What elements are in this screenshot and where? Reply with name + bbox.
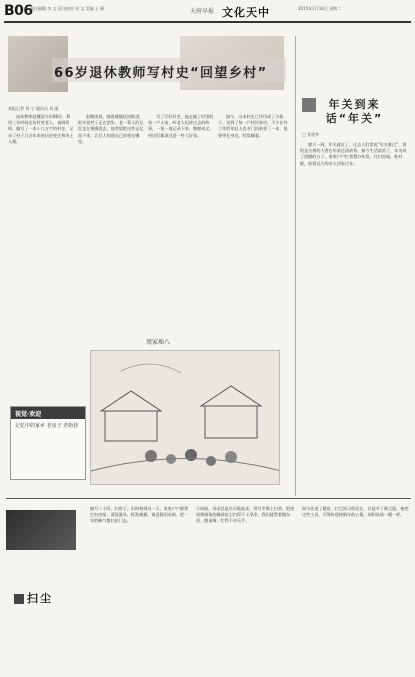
masthead-rule xyxy=(4,21,411,23)
section-rule xyxy=(6,498,411,499)
sidebar-title-line1: 年关到来 xyxy=(328,98,381,111)
sidebar-title-line2: 话“年关” xyxy=(325,112,384,125)
title-marker-icon xyxy=(14,594,24,604)
newspaper-logo: 天府早报 xyxy=(190,8,215,15)
sidebar-box xyxy=(10,406,86,480)
issue-date: 2015年2月10日 星期二 xyxy=(298,6,342,11)
sidebar-paragraph: 腊月一到，年关就近了。过去人们常说“年关难过”，讲的是欠债的人要在年前还清债务。如今生活富裕了，年关成了团圆的日子，家家户户忙着置办年货，打扫房屋，贴对联，盼着远方的亲人回家过年。 xyxy=(300,142,407,166)
feature-column-2 xyxy=(78,114,144,344)
feature-byline: 本报记者 刘 宁 通讯员 刘 丽 xyxy=(8,106,59,111)
sidebar-column xyxy=(300,142,408,492)
sidebar-title xyxy=(298,98,411,126)
lower-paragraph: 腊月二十四，扫房子。旧时每到这一天，家家户户都要打扫房屋，清洗器具，拆洗被褥，寓意除旧布新，把一年的晦气都扫出门去。 xyxy=(90,506,189,524)
box-body: 记忆中的家乡 老房子 老街巷 xyxy=(15,423,79,429)
box-heading: 视觉·欢迎 xyxy=(11,407,85,419)
feature-paragraph: 为了写好村史，他走遍了村里的每一户人家，听老人们讲过去的故事，一笔一笔记录下来，整理成文，村民们都说这是一件大好事。 xyxy=(148,114,214,138)
title-marker-icon xyxy=(302,98,316,112)
lower-paragraph: 如今住进了楼房，扫尘的习俗还在，只是多了吸尘器、拖把这些工具，可那份迎接新年的心情，却和从前一模一样。 xyxy=(302,506,409,518)
feature-headline: 66岁退休教师写村史“回望乡村” xyxy=(54,66,268,81)
illustration-drawing xyxy=(91,351,280,485)
illustration-caption: 周家埠八 xyxy=(146,339,171,346)
page-number: B06 xyxy=(4,3,33,19)
lower-title xyxy=(14,590,53,606)
feature-column-1 xyxy=(8,114,74,404)
masthead xyxy=(4,2,411,24)
section-title: 文化天中 xyxy=(222,6,270,19)
village-illustration xyxy=(90,350,280,485)
lower-photo xyxy=(6,510,76,550)
lower-column-2 xyxy=(196,506,296,671)
feature-column-4 xyxy=(218,114,288,344)
feature-paragraph: 赵继国说，随着城镇化的推进，很多老村子正在消失，老一辈人的记忆也在慢慢淡去，他希望把这些记忆留下来，让后人知道自己的根在哪里。 xyxy=(78,114,144,144)
lower-paragraph: 小时候，母亲总是早早地起来，用竹竿绑上扫帚，把屋顶和墙角的蛛网灰尘扫得干干净净，我们就帮着搬东西、擦桌椅，忙得不亦乐乎。 xyxy=(196,506,295,524)
feature-paragraph: 退休教师赵继国今年66岁，利用三年时间走访村里老人，查阅资料，编写了一本十几万字的村史，记录了村子几百年来的历史变迁和风土人情。 xyxy=(8,114,74,144)
lower-column-3 xyxy=(302,506,410,671)
lower-title-text: 扫尘 xyxy=(27,592,53,605)
feature-paragraph: 如今，这本村史已经印成了小册子，送到了每一户村民家中，不少在外工作的年轻人也专门回来要了一本，说要带在身边，时常翻看。 xyxy=(218,114,288,138)
sidebar-byline: □ 张建华 xyxy=(302,132,320,137)
feature-column-3 xyxy=(148,114,214,344)
editor-credits: 责任编辑 李 文 责任校对 周 文 美编 王 静 xyxy=(30,6,105,11)
lower-column-1 xyxy=(90,506,190,671)
column-divider xyxy=(295,36,296,496)
